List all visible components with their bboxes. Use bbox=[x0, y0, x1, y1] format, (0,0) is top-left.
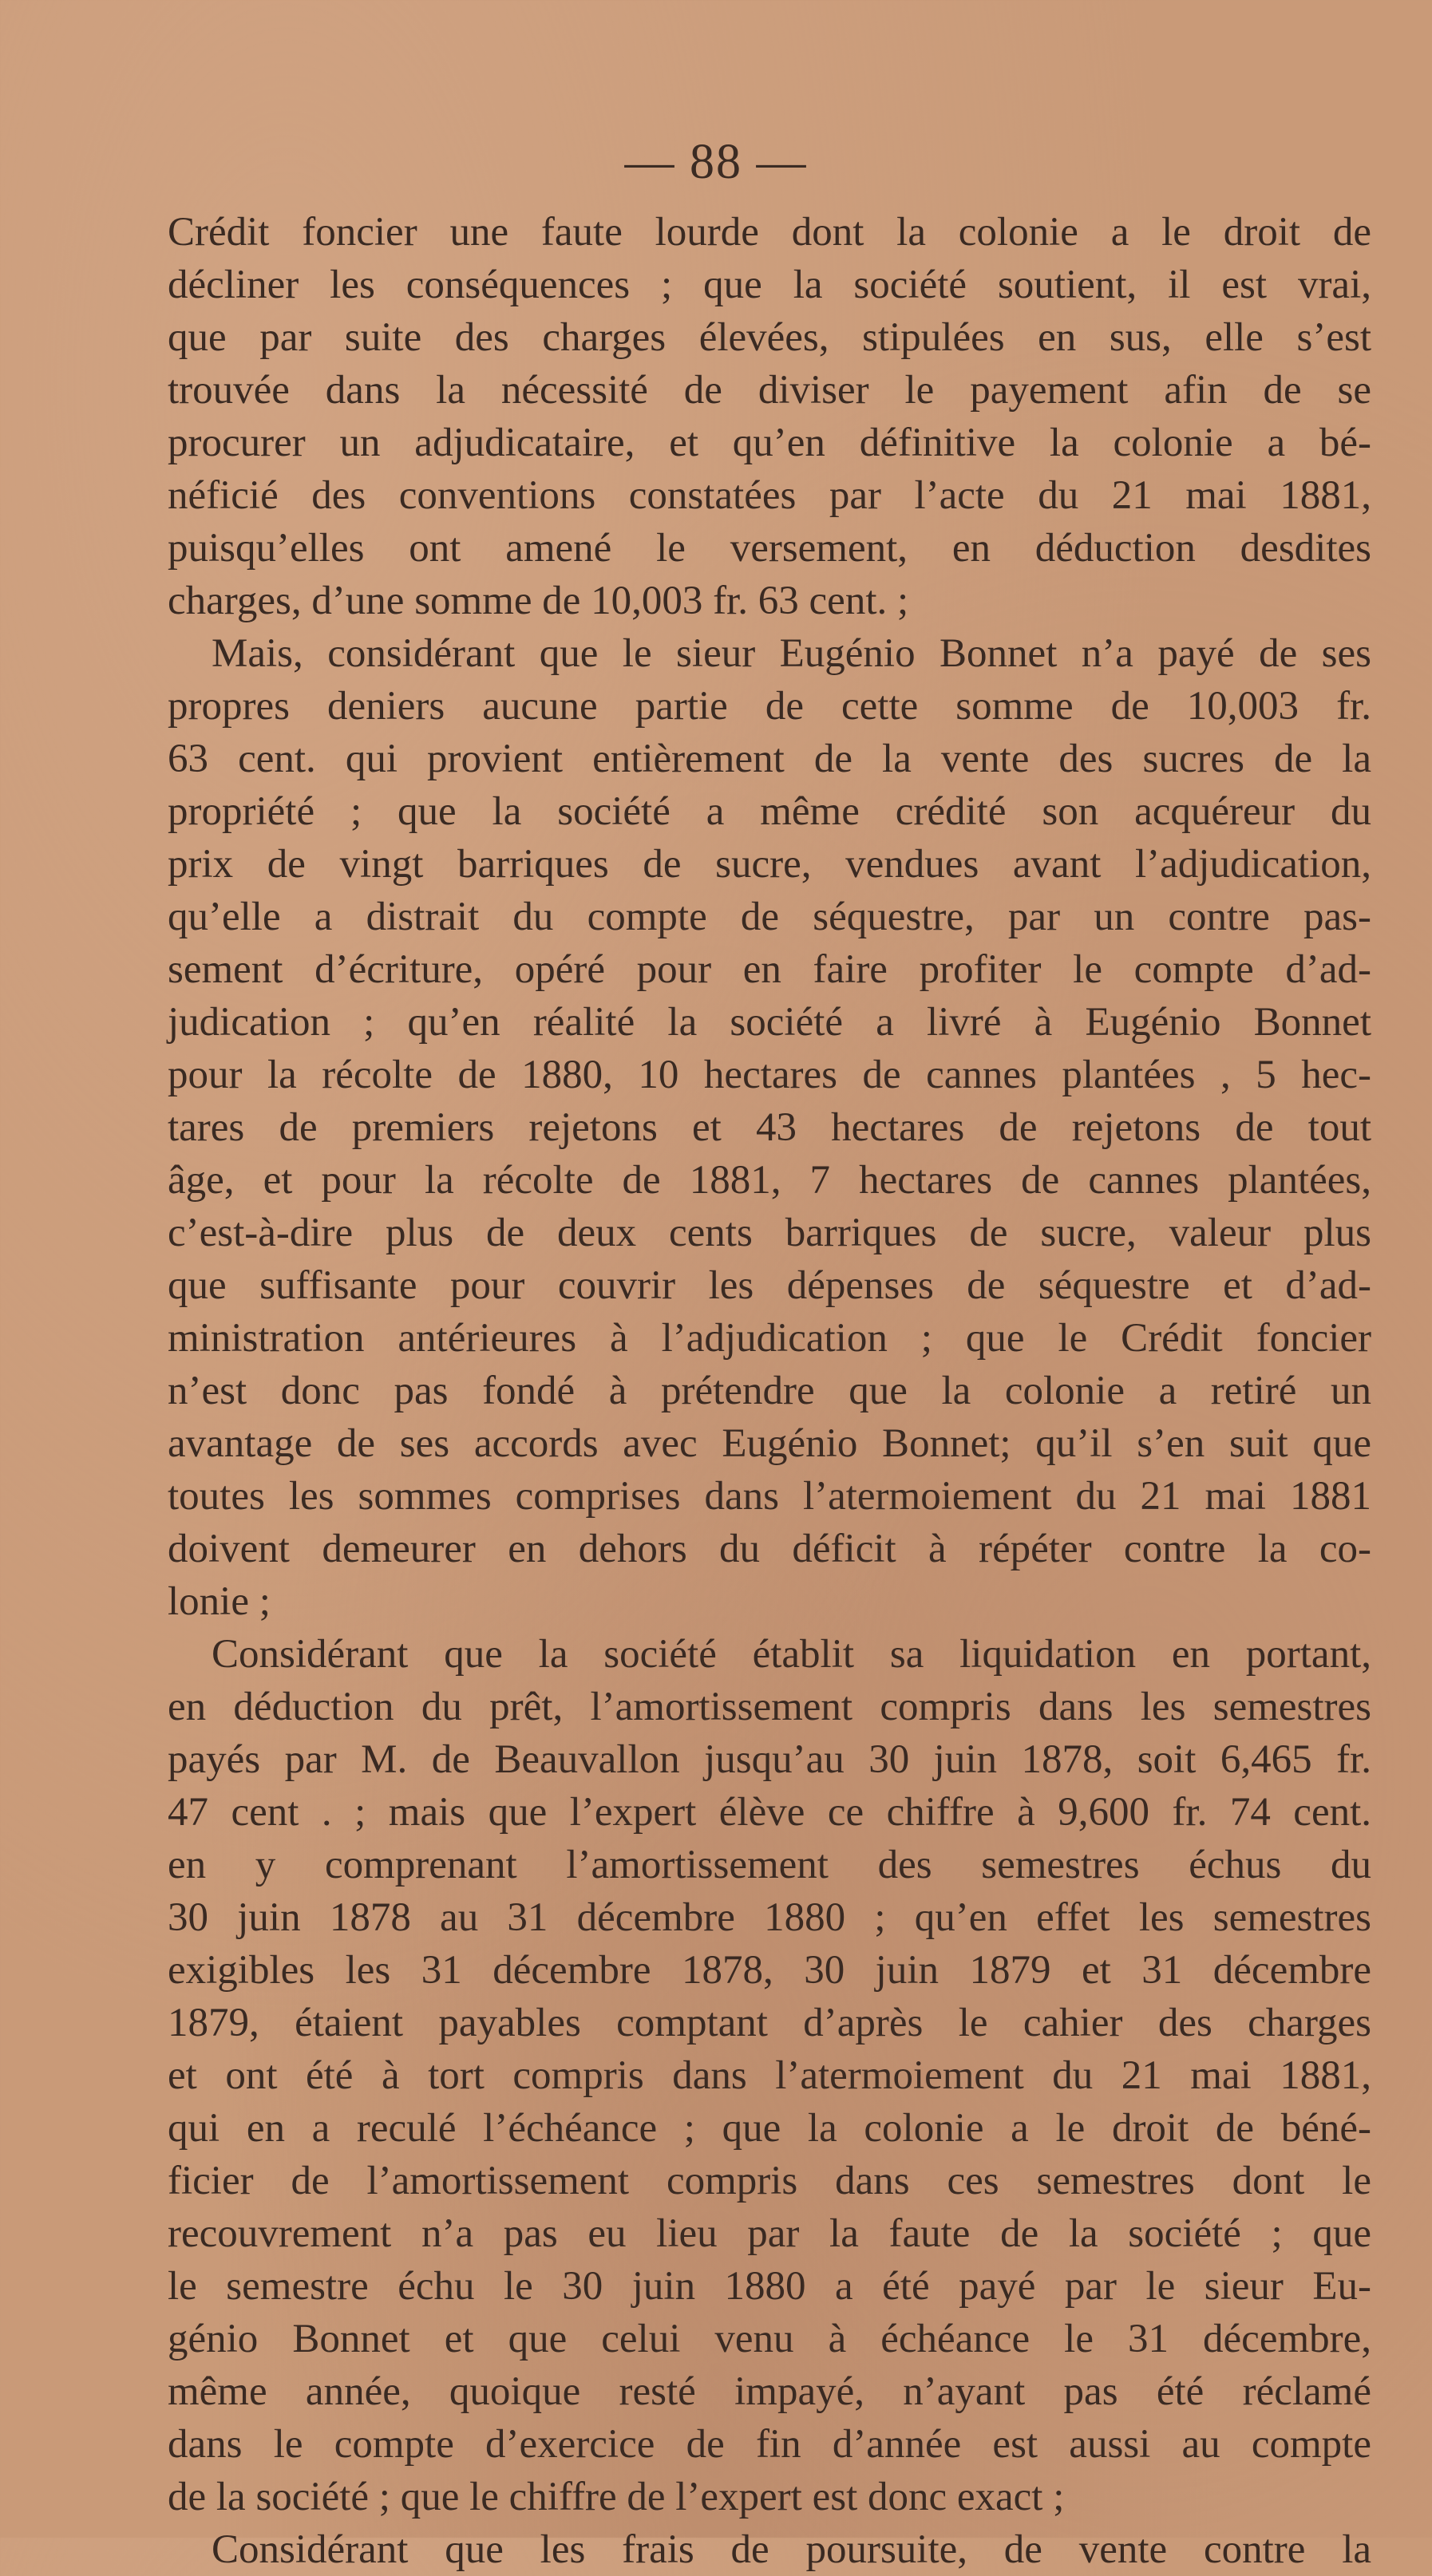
text-line: charges, d’une somme de 10,003 fr. 63 cent. ; bbox=[168, 579, 909, 623]
text-line: c’est-à-dire plus de deux cents barriques de sucre, valeur plus bbox=[168, 1211, 1371, 1255]
text-line: dans le compte d’exercice de fin d’année est aussi au compte bbox=[168, 2422, 1371, 2467]
text-line: Considérant que la société établit sa liquidation en portant, bbox=[212, 1632, 1371, 1677]
text-line: qui en a reculé l’échéance ; que la colonie a le droit de béné- bbox=[168, 2106, 1371, 2151]
text-line: trouvée dans la nécessité de diviser le payement afin de se bbox=[168, 368, 1371, 413]
text-line: en y comprenant l’amortissement des semestres échus du bbox=[168, 1843, 1371, 1887]
text-line: de la société ; que le chiffre de l’expert est donc exact ; bbox=[168, 2475, 1065, 2519]
text-line: n’est donc pas fondé à prétendre que la colonie a retiré un bbox=[168, 1369, 1371, 1413]
text-line: en déduction du prêt, l’amortissement compris dans les semestres bbox=[168, 1685, 1371, 1729]
text-line: doivent demeurer en dehors du déficit à répéter contre la co- bbox=[168, 1527, 1371, 1571]
text-line: qu’elle a distrait du compte de séquestre, par un contre pas- bbox=[168, 895, 1371, 939]
body-text bbox=[168, 206, 1371, 2576]
text-line: recouvrement n’a pas eu lieu par la faute de la société ; que bbox=[168, 2211, 1371, 2256]
text-line: pour la récolte de 1880, 10 hectares de cannes plantées , 5 hec- bbox=[168, 1053, 1371, 1097]
text-line: tares de premiers rejetons et 43 hectares de rejetons de tout bbox=[168, 1105, 1371, 1150]
text-line: décliner les conséquences ; que la société soutient, il est vrai, bbox=[168, 263, 1371, 307]
text-line: sement d’écriture, opéré pour en faire profiter le compte d’ad- bbox=[168, 947, 1371, 992]
text-line: que par suite des charges élevées, stipulées en sus, elle s’est bbox=[168, 315, 1371, 360]
text-line: Mais, considérant que le sieur Eugénio Bonnet n’a payé de ses bbox=[212, 631, 1371, 676]
text-line: toutes les sommes comprises dans l’atermoiement du 21 mai 1881 bbox=[168, 1474, 1371, 1519]
text-line: ministration antérieures à l’adjudication ; que le Crédit foncier bbox=[168, 1316, 1371, 1361]
text-line: propriété ; que la société a même crédité son acquéreur du bbox=[168, 789, 1371, 834]
text-line: payés par M. de Beauvallon jusqu’au 30 juin 1878, soit 6,465 fr. bbox=[168, 1737, 1371, 1782]
text-line: 63 cent. qui provient entièrement de la vente des sucres de la bbox=[168, 737, 1371, 781]
text-line: procurer un adjudicataire, et qu’en définitive la colonie a bé- bbox=[168, 421, 1371, 465]
text-line: Considérant que les frais de poursuite, de vente contre la bbox=[212, 2527, 1371, 2572]
page-number: — 88 — bbox=[624, 135, 808, 189]
text-line: néficié des conventions constatées par l’acte du 21 mai 1881, bbox=[168, 473, 1371, 518]
text-line: même année, quoique resté impayé, n’ayant pas été réclamé bbox=[168, 2369, 1371, 2414]
text-line: ficier de l’amortissement compris dans ces semestres dont le bbox=[168, 2159, 1371, 2203]
text-line: Crédit foncier une faute lourde dont la colonie a le droit de bbox=[168, 210, 1371, 255]
text-line: prix de vingt barriques de sucre, vendues avant l’adjudication, bbox=[168, 842, 1371, 887]
text-line: propres deniers aucune partie de cette somme de 10,003 fr. bbox=[168, 684, 1371, 729]
text-line: âge, et pour la récolte de 1881, 7 hectares de cannes plantées, bbox=[168, 1158, 1371, 1203]
text-line: génio Bonnet et que celui venu à échéance le 31 décembre, bbox=[168, 2317, 1371, 2361]
text-line: le semestre échu le 30 juin 1880 a été payé par le sieur Eu- bbox=[168, 2264, 1371, 2309]
text-line: 1879, étaient payables comptant d’après le cahier des charges bbox=[168, 2001, 1371, 2045]
text-line: que suffisante pour couvrir les dépenses de séquestre et d’ad- bbox=[168, 1263, 1371, 1308]
text-line: 30 juin 1878 au 31 décembre 1880 ; qu’en effet les semestres bbox=[168, 1895, 1371, 1940]
text-line: puisqu’elles ont amené le versement, en déduction desdites bbox=[168, 526, 1371, 571]
text-line: et ont été à tort compris dans l’atermoiement du 21 mai 1881, bbox=[168, 2053, 1371, 2098]
text-line: lonie ; bbox=[168, 1579, 271, 1624]
text-line: judication ; qu’en réalité la société a livré à Eugénio Bonnet bbox=[168, 1000, 1371, 1045]
text-line: exigibles les 31 décembre 1878, 30 juin 1879 et 31 décembre bbox=[168, 1948, 1371, 1993]
text-line: 47 cent . ; mais que l’expert élève ce chiffre à 9,600 fr. 74 cent. bbox=[168, 1790, 1371, 1835]
text-line: avantage de ses accords avec Eugénio Bonnet; qu’il s’en suit que bbox=[168, 1421, 1371, 1466]
